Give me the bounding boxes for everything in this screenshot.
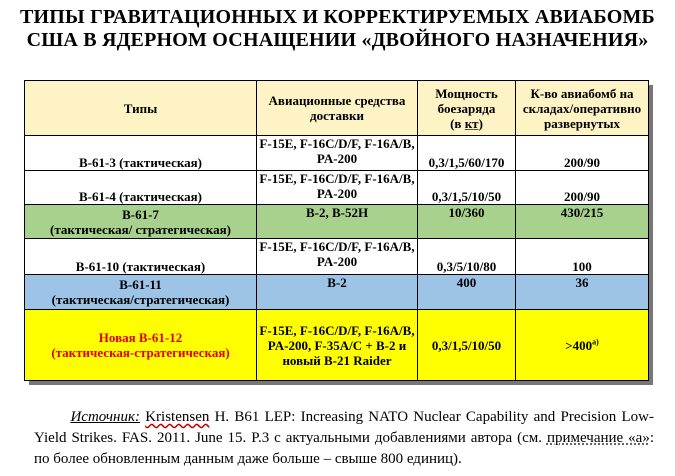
delivery-cell: F-15E, F-16C/D/F, F-16A/B, PA-200 — [257, 171, 418, 205]
title-line-1: ТИПЫ ГРАВИТАЦИОННЫХ И КОРРЕКТИРУЕМЫХ АВИАБОМБ — [20, 6, 655, 28]
yield-cell: 0,3/1,5/10/50 — [418, 171, 516, 205]
source-note-ref: примечание «а» — [546, 430, 650, 446]
yield-cell: 0,3/5/10/80 — [418, 239, 516, 275]
table-row — [25, 136, 649, 171]
source-label: Источник: — [70, 409, 140, 425]
header-yield-unit: кт — [464, 115, 479, 131]
count-cell — [516, 310, 649, 381]
header-count: К-во авиабомб на складах/оперативно развернутых — [516, 81, 649, 136]
bombs-table — [24, 80, 649, 381]
type-name: B-61-11 — [119, 277, 162, 292]
yield-cell: 400 — [418, 275, 516, 310]
header-types: Типы — [25, 81, 257, 136]
delivery-cell: B-2 — [257, 275, 418, 310]
header-yield-unit-close: ) — [478, 115, 483, 131]
type-category: (тактическая-стратегическая) — [51, 345, 230, 360]
count-cell: 100 — [516, 239, 649, 275]
type-category: (тактическая/ стратегическая) — [50, 221, 231, 237]
source-text-2: : по более обновленным данным даже больше – свыше 800 единиц). — [34, 430, 654, 467]
yield-cell: 0,3/1,5/10/50 — [418, 310, 516, 381]
type-name: B-61-4 (тактическая) — [78, 189, 202, 204]
source-author: Kristensen — [145, 409, 210, 425]
count-value: >400 — [565, 337, 593, 353]
source-text-1: H. B61 LEP: Increasing NATO Nuclear Capability and Precision Low-Yield Strikes. FAS. 2011. June 15. P.3 с актуальными добавлениями автора (см. — [34, 409, 654, 446]
table-header-row — [25, 81, 649, 136]
count-cell: 200/90 — [516, 136, 649, 171]
header-yield-label: Мощность боезаряда — [435, 85, 498, 116]
table-row — [25, 275, 649, 310]
bombs-table-container — [24, 80, 648, 380]
type-name: B-61-7 — [122, 206, 159, 222]
count-cell: 36 — [516, 275, 649, 310]
type-name: B-61-3 (тактическая) — [78, 155, 202, 170]
type-cell — [25, 275, 257, 310]
header-delivery: Авиационные средства доставки — [257, 81, 418, 136]
delivery-cell: B-2, B-52H — [257, 205, 418, 239]
yield-cell: 0,3/1,5/60/170 — [418, 136, 516, 171]
count-cell: 200/90 — [516, 171, 649, 205]
delivery-cell: F-15E, F-16C/D/F, F-16A/B, PA-200 — [257, 136, 418, 171]
delivery-cell: F-15E, F-16C/D/F, F-16A/B, PA-200 — [257, 239, 418, 275]
table-row — [25, 171, 649, 205]
count-cell: 430/215 — [516, 205, 649, 239]
page-title — [0, 6, 675, 52]
type-category: (тактическая/стратегическая) — [51, 292, 230, 307]
type-cell — [25, 136, 257, 171]
table-row — [25, 239, 649, 275]
yield-cell: 10/360 — [418, 205, 516, 239]
delivery-cell: F-15E, F-16C/D/F, F-16A/B, PA-200, F-35A/C + B-2 и новый B-21 Raider — [257, 310, 418, 381]
footnote-marker: а) — [592, 337, 599, 347]
header-yield — [418, 81, 516, 136]
title-line-2: США В ЯДЕРНОМ ОСНАЩЕНИИ «ДВОЙНОГО НАЗНАЧЕНИЯ» — [26, 29, 649, 51]
type-cell — [25, 171, 257, 205]
header-yield-unit-open: (в — [450, 115, 465, 131]
type-cell — [25, 239, 257, 275]
source-note — [34, 407, 654, 470]
type-cell — [25, 310, 257, 381]
type-cell — [25, 205, 257, 239]
type-name: B-61-10 (тактическая) — [75, 259, 206, 274]
type-name: Новая B-61-12 — [98, 330, 183, 345]
table-row — [25, 310, 649, 381]
table-row — [25, 205, 649, 239]
